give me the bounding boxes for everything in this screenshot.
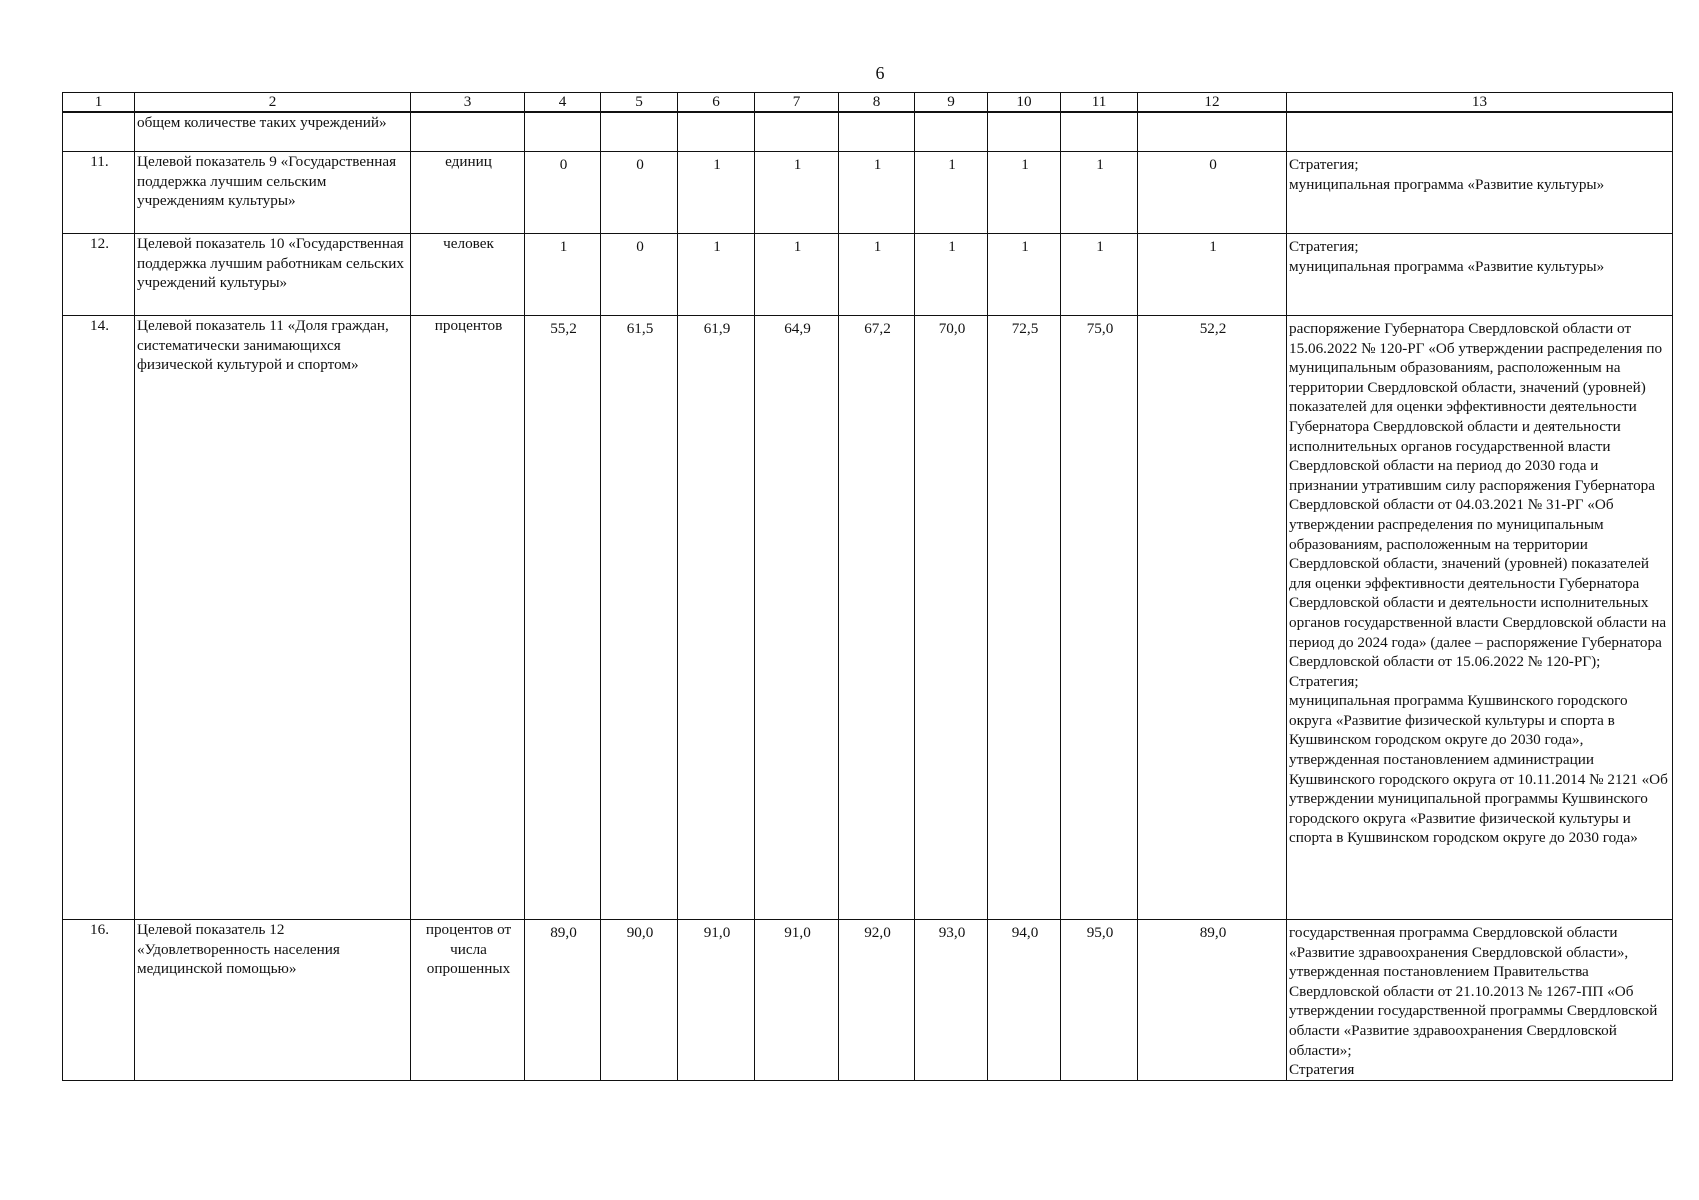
value-cell: 52,2 bbox=[1138, 316, 1287, 920]
unit-cell: процентов от числа опрошенных bbox=[411, 920, 525, 1081]
value-cell: 91,0 bbox=[755, 920, 839, 1081]
value-cell: 61,5 bbox=[601, 316, 678, 920]
value-cell: 61,9 bbox=[678, 316, 755, 920]
row-number-cell bbox=[63, 112, 135, 152]
value-cell: 1 bbox=[988, 152, 1061, 234]
value-cell: 55,2 bbox=[525, 316, 601, 920]
column-number-row bbox=[63, 93, 1673, 113]
value-cell: 1 bbox=[839, 234, 915, 316]
row-number-cell: 14. bbox=[63, 316, 135, 920]
value-cell: 1 bbox=[1061, 152, 1138, 234]
value-cell: 72,5 bbox=[988, 316, 1061, 920]
value-cell bbox=[1138, 112, 1287, 152]
value-cell: 89,0 bbox=[525, 920, 601, 1081]
source-cell: распоряжение Губернатора Свердловской области от 15.06.2022 № 120-РГ «Об утверждении распределения по муниципальным образованиям, расположенным на территории Свердловской области, значений (уровней) показателей для оценки эффективности деятельности Губернатора Свердловской области и деятельности исполнительных органов государственной власти Свердловской области на период до 2030 года и признании утратившим силу распоряжения Губернатора Свердловской области от 04.03.2021 № 31-РГ «Об утверждении распределения по муниципальным образованиям, расположенным на территории Свердловской области, значений (уровней) показателей для оценки эффективности деятельности Губернатора Свердловской области и деятельности исполнительных органов государственной власти Свердловской области на период до 2024 года» (далее – распоряжение Губернатора Свердловской области от 15.06.2022 № 120-РГ); Стратегия; муниципальная программа Кушвинского городского округа «Развитие физической культуры и спорта в Кушвинском городском округе до 2030 года», утвержденная постановлением администрации Кушвинского городского округа от 10.11.2014 № 2121 «Об утверждении муниципальной программы Кушвинского городского округа «Развитие физической культуры и спорта в Кушвинском городском округе до 2030 года» bbox=[1287, 316, 1673, 920]
indicators-table-container bbox=[62, 92, 1672, 1081]
value-cell: 0 bbox=[601, 152, 678, 234]
value-cell: 1 bbox=[678, 152, 755, 234]
table-row bbox=[63, 920, 1673, 1081]
value-cell: 1 bbox=[755, 152, 839, 234]
value-cell: 0 bbox=[525, 152, 601, 234]
value-cell: 1 bbox=[839, 152, 915, 234]
column-number: 8 bbox=[839, 93, 915, 113]
value-cell bbox=[755, 112, 839, 152]
indicator-name-cell: Целевой показатель 10 «Государственная поддержка лучшим работникам сельских учреждений культуры» bbox=[135, 234, 411, 316]
indicators-table bbox=[62, 92, 1673, 1081]
column-number: 10 bbox=[988, 93, 1061, 113]
column-number: 4 bbox=[525, 93, 601, 113]
value-cell bbox=[1061, 112, 1138, 152]
value-cell bbox=[839, 112, 915, 152]
value-cell: 70,0 bbox=[915, 316, 988, 920]
column-number: 9 bbox=[915, 93, 988, 113]
column-number: 13 bbox=[1287, 93, 1673, 113]
row-number-cell: 16. bbox=[63, 920, 135, 1081]
value-cell bbox=[601, 112, 678, 152]
value-cell: 1 bbox=[915, 234, 988, 316]
indicator-name-cell: Целевой показатель 11 «Доля граждан, систематически занимающихся физической культурой и спортом» bbox=[135, 316, 411, 920]
indicator-name-cell: Целевой показатель 12 «Удовлетворенность населения медицинской помощью» bbox=[135, 920, 411, 1081]
column-number: 1 bbox=[63, 93, 135, 113]
value-cell: 64,9 bbox=[755, 316, 839, 920]
column-number: 6 bbox=[678, 93, 755, 113]
indicator-name-cell: Целевой показатель 9 «Государственная поддержка лучшим сельским учреждениям культуры» bbox=[135, 152, 411, 234]
source-cell bbox=[1287, 112, 1673, 152]
value-cell: 67,2 bbox=[839, 316, 915, 920]
unit-cell bbox=[411, 112, 525, 152]
unit-cell: человек bbox=[411, 234, 525, 316]
page-number: 6 bbox=[875, 63, 885, 83]
value-cell: 1 bbox=[988, 234, 1061, 316]
column-number: 7 bbox=[755, 93, 839, 113]
value-cell: 1 bbox=[525, 234, 601, 316]
source-cell: Стратегия; муниципальная программа «Развитие культуры» bbox=[1287, 152, 1673, 234]
value-cell: 1 bbox=[1061, 234, 1138, 316]
column-number: 2 bbox=[135, 93, 411, 113]
table-row bbox=[63, 316, 1673, 920]
value-cell: 94,0 bbox=[988, 920, 1061, 1081]
value-cell: 89,0 bbox=[1138, 920, 1287, 1081]
value-cell: 90,0 bbox=[601, 920, 678, 1081]
value-cell bbox=[525, 112, 601, 152]
value-cell: 1 bbox=[678, 234, 755, 316]
source-cell: государственная программа Свердловской области «Развитие здравоохранения Свердловской области», утвержденная постановлением Правительства Свердловской области от 21.10.2013 № 1267-ПП «Об утверждении государственной программы Свердловской области «Развитие здравоохранения Свердловской области»; Стратегия bbox=[1287, 920, 1673, 1081]
table-row bbox=[63, 234, 1673, 316]
unit-cell: процентов bbox=[411, 316, 525, 920]
value-cell: 92,0 bbox=[839, 920, 915, 1081]
value-cell: 1 bbox=[1138, 234, 1287, 316]
value-cell bbox=[678, 112, 755, 152]
indicator-name-cell: общем количестве таких учреждений» bbox=[135, 112, 411, 152]
column-number: 12 bbox=[1138, 93, 1287, 113]
value-cell: 91,0 bbox=[678, 920, 755, 1081]
value-cell: 95,0 bbox=[1061, 920, 1138, 1081]
column-number: 11 bbox=[1061, 93, 1138, 113]
value-cell: 75,0 bbox=[1061, 316, 1138, 920]
value-cell: 93,0 bbox=[915, 920, 988, 1081]
table-row bbox=[63, 152, 1673, 234]
row-number-cell: 11. bbox=[63, 152, 135, 234]
value-cell bbox=[915, 112, 988, 152]
value-cell: 1 bbox=[755, 234, 839, 316]
column-number: 5 bbox=[601, 93, 678, 113]
source-cell: Стратегия; муниципальная программа «Развитие культуры» bbox=[1287, 234, 1673, 316]
value-cell: 1 bbox=[915, 152, 988, 234]
value-cell: 0 bbox=[1138, 152, 1287, 234]
value-cell: 0 bbox=[601, 234, 678, 316]
column-number: 3 bbox=[411, 93, 525, 113]
unit-cell: единиц bbox=[411, 152, 525, 234]
row-number-cell: 12. bbox=[63, 234, 135, 316]
table-row-continuation bbox=[63, 112, 1673, 152]
value-cell bbox=[988, 112, 1061, 152]
